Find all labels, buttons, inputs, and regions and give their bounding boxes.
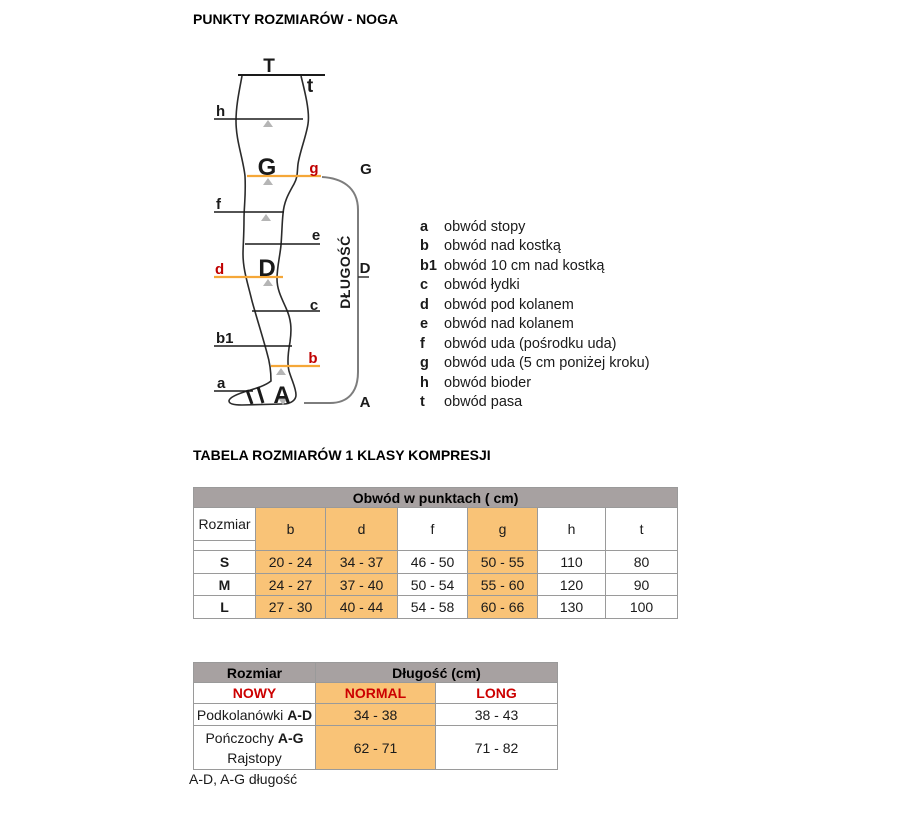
legend-desc: obwód stopy [444, 218, 526, 235]
value-normal: 62 - 71 [316, 726, 436, 770]
legend-item-t [420, 393, 650, 413]
label-t: t [306, 76, 314, 97]
page-title: PUNKTY ROZMIARÓW - NOGA [193, 11, 399, 27]
col-header-d: d [326, 508, 398, 551]
value-f: 46 - 50 [398, 551, 468, 574]
legend-item-h [420, 373, 650, 393]
value-b: 24 - 27 [256, 574, 326, 596]
value-t: 90 [606, 574, 678, 596]
leg-diagram [190, 50, 402, 420]
legend-key: h [420, 374, 429, 391]
legend-desc: obwód uda (5 cm poniżej kroku) [444, 355, 650, 372]
triangle-h [263, 120, 273, 127]
label-dlugosc: DŁUGOŚĆ [337, 235, 353, 309]
legend-item-g [420, 354, 650, 374]
value-f: 50 - 54 [398, 574, 468, 596]
value-b: 27 - 30 [256, 596, 326, 619]
size-table-empty-cell [194, 541, 256, 551]
label-T: T [263, 56, 275, 77]
product-range: A-G [277, 729, 304, 746]
triangle-b [276, 368, 286, 375]
label-b1: b1 [216, 330, 234, 347]
length-table-size-header: Rozmiar [194, 663, 316, 683]
value-d: 34 - 37 [326, 551, 398, 574]
legend-item-c [420, 276, 650, 296]
size-table-title: TABELA ROZMIARÓW 1 KLASY KOMPRESJI [193, 447, 491, 463]
col-header-t: t [606, 508, 678, 551]
legend-key: b1 [420, 257, 437, 274]
col-header-g: g [468, 508, 538, 551]
value-h: 110 [538, 551, 606, 574]
value-f: 54 - 58 [398, 596, 468, 619]
legend-desc: obwód nad kostką [444, 238, 561, 255]
legend-key: d [420, 296, 429, 313]
size-row-M [194, 574, 678, 596]
value-normal: 34 - 38 [316, 704, 436, 726]
value-t: 100 [606, 596, 678, 619]
label-A-bracket: A [359, 394, 371, 411]
legend-item-e [420, 315, 650, 335]
product-name-line2: Rajstopy [227, 749, 282, 766]
length-table [193, 662, 558, 770]
col-header-h: h [538, 508, 606, 551]
label-D-big: D [258, 255, 276, 282]
size-row-L [194, 596, 678, 619]
length-table-length-header: Długość (cm) [316, 663, 558, 683]
label-a: a [217, 375, 226, 392]
value-h: 130 [538, 596, 606, 619]
product-name-line1 [194, 728, 315, 748]
legend-item-b1 [420, 256, 650, 276]
col-header-b: b [256, 508, 326, 551]
legend-item-b [420, 237, 650, 257]
size-table-rozmiar: Rozmiar [194, 508, 256, 541]
value-long: 38 - 43 [436, 704, 558, 726]
product-range: A-D [287, 706, 313, 723]
value-long: 71 - 82 [436, 726, 558, 770]
product-name [194, 704, 316, 726]
legend-key: c [420, 277, 429, 294]
size-label: M [194, 574, 256, 596]
legend-desc: obwód uda (pośrodku uda) [444, 335, 617, 352]
size-label: L [194, 596, 256, 619]
legend-desc: obwód pasa [444, 394, 523, 411]
legend-key: f [420, 335, 425, 352]
size-table-header: Obwód w punktach ( cm) [194, 488, 678, 508]
legend-desc: obwód łydki [444, 277, 520, 294]
length-row-podkolanowki [194, 704, 558, 726]
legend-item-a [420, 217, 650, 237]
value-t: 80 [606, 551, 678, 574]
label-h: h [216, 103, 226, 120]
legend-key: a [420, 218, 429, 235]
label-G-big: G [257, 154, 277, 181]
label-d: d [215, 261, 225, 278]
legend-item-d [420, 295, 650, 315]
value-g: 60 - 66 [468, 596, 538, 619]
triangle-f [261, 214, 271, 221]
label-D-bracket: D [359, 260, 371, 277]
footnote: A-D, A-G długość [189, 771, 298, 787]
legend-key: g [420, 355, 429, 372]
size-table [193, 487, 678, 619]
legend-key: t [420, 394, 425, 411]
label-e: e [311, 227, 321, 244]
value-g: 55 - 60 [468, 574, 538, 596]
value-d: 40 - 44 [326, 596, 398, 619]
label-A-big: A [273, 382, 291, 409]
product-name-prefix: Podkolanówki [196, 706, 288, 723]
legend-item-f [420, 334, 650, 354]
value-h: 120 [538, 574, 606, 596]
value-d: 37 - 40 [326, 574, 398, 596]
label-G-bracket: G [360, 161, 372, 178]
value-b: 20 - 24 [256, 551, 326, 574]
label-g: g [309, 160, 319, 177]
col-header-f: f [398, 508, 468, 551]
label-f: f [216, 196, 221, 213]
product-name [194, 726, 316, 770]
legend-desc: obwód bioder [444, 374, 532, 391]
variant-normal: NORMAL [316, 683, 436, 704]
legend-desc: obwód 10 cm nad kostką [444, 257, 605, 274]
measure-legend [420, 217, 650, 412]
legend-key: e [420, 316, 429, 333]
legend-desc: obwód pod kolanem [444, 296, 574, 313]
length-row-ponczochy [194, 726, 558, 770]
label-b: b [308, 350, 318, 367]
product-name-prefix: Pończochy [205, 729, 278, 746]
variant-long: LONG [436, 683, 558, 704]
legend-desc: obwód nad kolanem [444, 316, 574, 333]
variant-nowy: NOWY [194, 683, 316, 704]
size-row-S [194, 551, 678, 574]
legend-key: b [420, 238, 429, 255]
size-label: S [194, 551, 256, 574]
value-g: 50 - 55 [468, 551, 538, 574]
label-c: c [309, 297, 319, 314]
